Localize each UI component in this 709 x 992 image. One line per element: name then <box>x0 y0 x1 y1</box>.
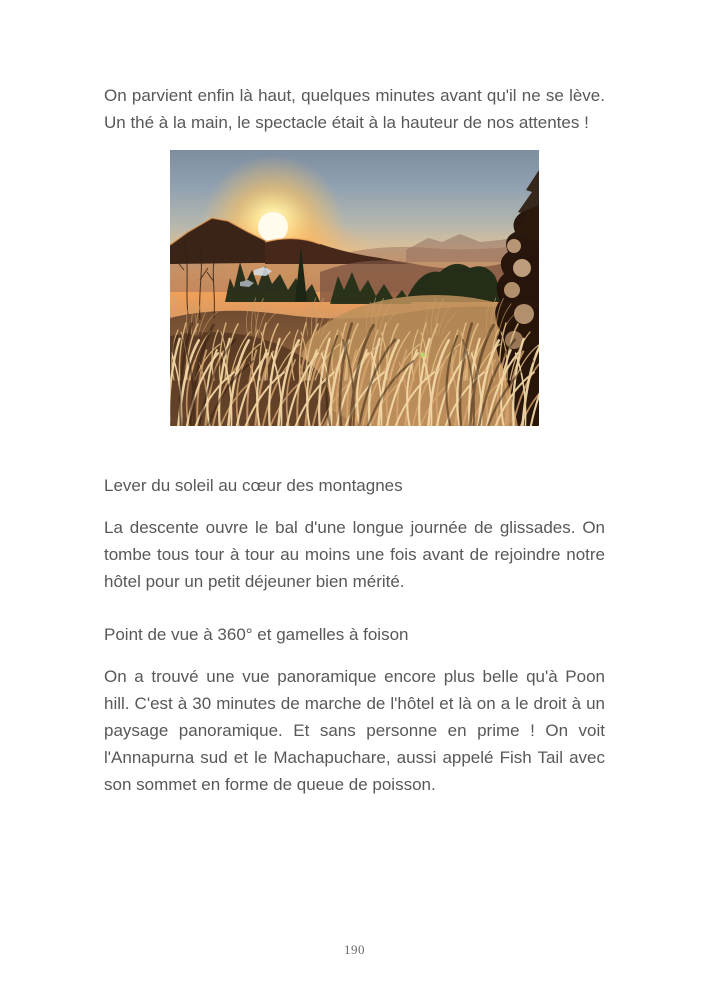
page-footer <box>0 941 709 959</box>
subheading-sunrise: Lever du soleil au cœur des montagnes <box>104 476 403 495</box>
paragraph-viewpoint: On a trouvé une vue panoramique encore plus belle qu'à Poon hill. C'est à 30 minutes de marche de l'hôtel et là on a le droit à un paysage panoramique. Et sans personne en prime ! On voit l'Annapurna sud et le Machapuchare, aussi appelé Fish Tail avec son sommet en forme de queue de poisson. <box>104 667 605 794</box>
subheading-viewpoint: Point de vue à 360° et gamelles à foison <box>104 625 409 644</box>
intro-paragraph: On parvient enfin là haut, quelques minutes avant qu'il ne se lève. Un thé à la main, le spectacle était à la hauteur de nos attentes ! <box>104 86 605 132</box>
page-number: 190 <box>344 942 365 957</box>
sunrise-photo-graphic <box>170 150 539 426</box>
paragraph-descent: La descente ouvre le bal d'une longue journée de glissades. On tombe tous tour à tour au moins une fois avant de rejoindre notre hôtel pour un petit déjeuner bien mérité. <box>104 518 605 591</box>
sunrise-photo <box>170 150 539 426</box>
